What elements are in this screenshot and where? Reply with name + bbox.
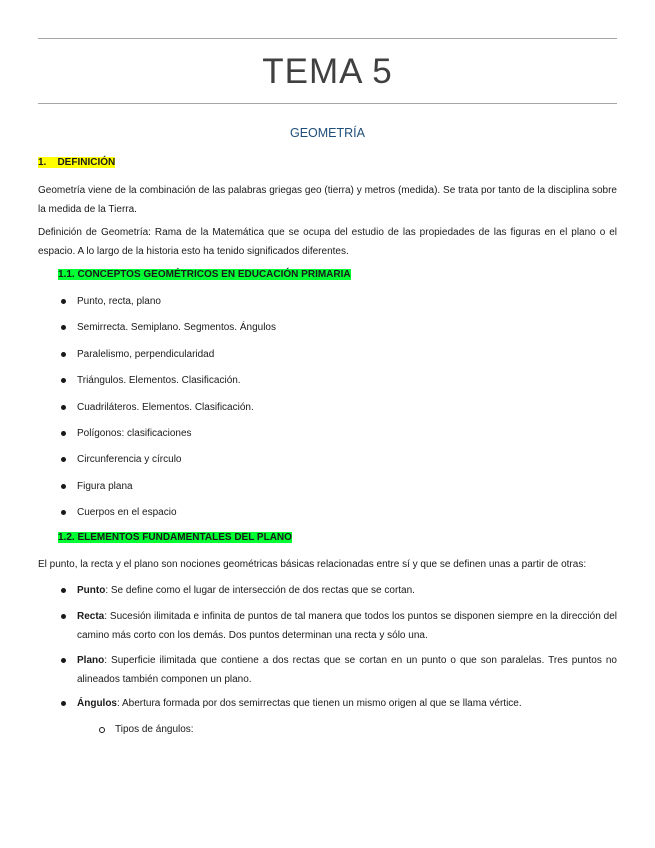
list-item xyxy=(77,345,214,364)
list-item-text: Triángulos. Elementos. Clasificación. xyxy=(77,375,241,386)
list-item xyxy=(77,503,177,522)
definition-item-angulos xyxy=(77,694,617,713)
document-subtitle: GEOMETRÍA xyxy=(289,126,365,140)
list-item xyxy=(77,398,254,417)
list-item-text: Figura plana xyxy=(77,481,133,492)
section-1-2-heading-row xyxy=(58,528,598,547)
list-item xyxy=(77,292,161,311)
list-item xyxy=(77,371,241,390)
definition-paragraph-1: Geometría viene de la combinación de las palabras griegas geo (tierra) y metros (medida). Se trata por tanto de la disciplina sobre la medida de la Tierra. xyxy=(38,185,617,215)
bullet-icon xyxy=(61,299,66,304)
definition-item-plano xyxy=(77,651,617,689)
term-definition: : Se define como el lugar de intersección de dos rectas que se cortan. xyxy=(105,585,415,596)
bullet-icon xyxy=(61,457,66,462)
sub-list-item xyxy=(115,720,194,739)
section-1-2-intro: El punto, la recta y el plano son nociones geométricas básicas relacionadas entre sí y que se definen unas a partir de otras: xyxy=(38,559,587,570)
bullet-icon xyxy=(61,510,66,515)
term-definition: : Sucesión ilimitada e infinita de puntos de tal manera que todos los puntos se disponen siempre en la dirección del camino más corto con los demás. Dos puntos determinan una recta y sólo una. xyxy=(77,611,617,641)
sub-list-item-text: Tipos de ángulos: xyxy=(115,724,194,735)
definition-item-punto xyxy=(77,581,617,600)
bullet-icon xyxy=(61,378,66,383)
term-label: Ángulos xyxy=(77,698,117,709)
bullet-icon xyxy=(61,352,66,357)
definition-paragraph-2: Definición de Geometría: Rama de la Matemática que se ocupa del estudio de las propiedades de las figuras en el plano o el espacio. A lo largo de la historia esto ha tenido significados diferentes. xyxy=(38,227,617,257)
list-item-text: Circunferencia y círculo xyxy=(77,454,182,465)
list-item-text: Polígonos: clasificaciones xyxy=(77,428,192,439)
hollow-bullet-icon xyxy=(99,727,105,733)
bullet-icon xyxy=(61,405,66,410)
bullet-icon xyxy=(61,588,66,593)
bullet-icon xyxy=(61,431,66,436)
bullet-icon xyxy=(61,701,66,706)
bullet-icon xyxy=(61,614,66,619)
page-title: TEMA 5 xyxy=(262,52,393,91)
term-definition: : Abertura formada por dos semirrectas que tienen un mismo origen al que se llama vértice. xyxy=(117,698,522,709)
bullet-icon xyxy=(61,325,66,330)
bullet-icon xyxy=(61,658,66,663)
list-item-text: Paralelismo, perpendicularidad xyxy=(77,349,215,360)
list-item-text: Punto, recta, plano xyxy=(77,296,161,307)
term-definition: : Superficie ilimitada que contiene a dos rectas que se cortan en un punto o que son paralelas. Tres puntos no alineados también componen un plano. xyxy=(77,655,617,685)
term-label: Recta xyxy=(77,611,105,622)
list-item xyxy=(77,318,276,337)
section-1-1-heading: 1.1. CONCEPTOS GEOMÉTRICOS EN EDUCACIÓN PRIMARIA xyxy=(58,269,351,280)
section-1-2-heading: 1.2. ELEMENTOS FUNDAMENTALES DEL PLANO xyxy=(58,532,292,543)
section-1-heading: 1. DEFINICIÓN xyxy=(38,157,116,168)
list-item xyxy=(77,424,192,443)
title-top-rule xyxy=(38,38,617,39)
section-1-heading-row xyxy=(38,153,617,172)
term-label: Plano xyxy=(77,655,105,666)
list-item-text: Semirrecta. Semiplano. Segmentos. Ángulos xyxy=(77,322,276,333)
definition-item-recta xyxy=(77,607,617,645)
list-item-text: Cuerpos en el espacio xyxy=(77,507,177,518)
bullet-icon xyxy=(61,484,66,489)
section-1-1-heading-row xyxy=(58,265,598,284)
list-item xyxy=(77,477,133,496)
list-item xyxy=(77,450,181,469)
title-bottom-rule xyxy=(38,103,617,104)
term-label: Punto xyxy=(77,585,106,596)
list-item-text: Cuadriláteros. Elementos. Clasificación. xyxy=(77,402,254,413)
